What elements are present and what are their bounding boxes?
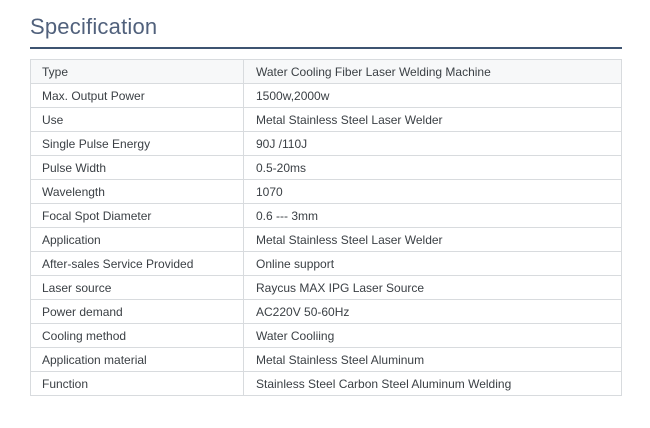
table-row: [31, 132, 622, 156]
spec-label-cell: Wavelength: [31, 180, 244, 204]
spec-value-cell: Stainless Steel Carbon Steel Aluminum Welding: [244, 372, 622, 396]
table-row: [31, 180, 622, 204]
table-row: [31, 276, 622, 300]
spec-value-cell: 0.5-20ms: [244, 156, 622, 180]
spec-label-cell: Single Pulse Energy: [31, 132, 244, 156]
table-row: [31, 324, 622, 348]
table-row: [31, 84, 622, 108]
spec-value-cell: 0.6 --- 3mm: [244, 204, 622, 228]
table-row: [31, 300, 622, 324]
spec-value-cell: AC220V 50-60Hz: [244, 300, 622, 324]
spec-label-cell: Type: [31, 60, 244, 84]
spec-label-cell: Pulse Width: [31, 156, 244, 180]
spec-value-cell: 1500w,2000w: [244, 84, 622, 108]
spec-label-cell: Laser source: [31, 276, 244, 300]
table-row: [31, 108, 622, 132]
spec-value-cell: Online support: [244, 252, 622, 276]
spec-label-cell: Max. Output Power: [31, 84, 244, 108]
spec-label-cell: Application: [31, 228, 244, 252]
spec-label-cell: After-sales Service Provided: [31, 252, 244, 276]
spec-value-cell: Metal Stainless Steel Laser Welder: [244, 108, 622, 132]
spec-label-cell: Power demand: [31, 300, 244, 324]
spec-value-cell: 90J /110J: [244, 132, 622, 156]
spec-value-cell: Raycus MAX IPG Laser Source: [244, 276, 622, 300]
page: [0, 14, 650, 428]
table-row: [31, 252, 622, 276]
spec-value-cell: 1070: [244, 180, 622, 204]
table-row: [31, 372, 622, 396]
spec-label-cell: Function: [31, 372, 244, 396]
spec-value-cell: Water Cooling Fiber Laser Welding Machine: [244, 60, 622, 84]
table-row: [31, 204, 622, 228]
specification-table: [30, 59, 622, 396]
table-row: [31, 156, 622, 180]
spec-label-cell: Cooling method: [31, 324, 244, 348]
specification-table-body: [31, 60, 622, 396]
spec-label-cell: Use: [31, 108, 244, 132]
title-underline: [30, 47, 622, 49]
specification-section: [30, 14, 622, 396]
spec-label-cell: Focal Spot Diameter: [31, 204, 244, 228]
table-row: [31, 228, 622, 252]
spec-value-cell: Metal Stainless Steel Laser Welder: [244, 228, 622, 252]
spec-label-cell: Application material: [31, 348, 244, 372]
section-title: Specification: [30, 14, 158, 39]
spec-value-cell: Metal Stainless Steel Aluminum: [244, 348, 622, 372]
spec-value-cell: Water Cooliing: [244, 324, 622, 348]
table-row: [31, 60, 622, 84]
table-row: [31, 348, 622, 372]
